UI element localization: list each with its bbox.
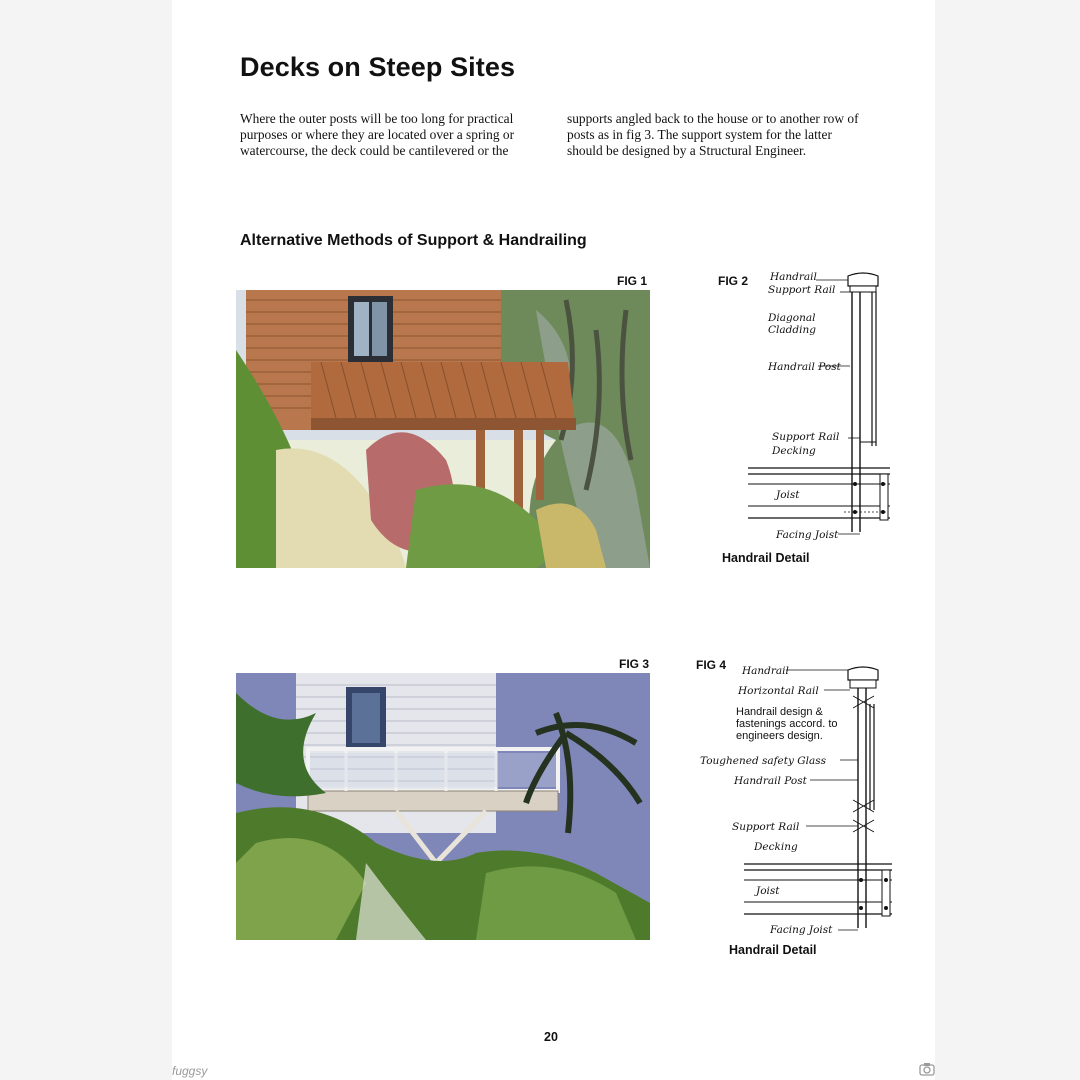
section-subheading: Alternative Methods of Support & Handrailing — [240, 232, 587, 249]
fig4-label-facing-joist: Facing Joist — [770, 924, 833, 936]
fig1-label: FIG 1 — [617, 274, 648, 288]
camera-icon — [919, 1061, 935, 1077]
intro-column-1: Where the outer posts will be too long for practical purposes or where they are located over a spring or watercourse, the deck could be cantilevered or the — [240, 111, 515, 158]
fig2-label: FIG 2 — [718, 274, 749, 288]
fig2-label-support-rail: Support Rail — [772, 431, 840, 443]
fig4-note-line-3: engineers design. — [736, 730, 823, 742]
fig2-label-support-rail-top: Support Rail — [768, 284, 836, 296]
fig2-label-diagonal: Diagonal — [768, 312, 816, 324]
page-title: Decks on Steep Sites — [240, 52, 516, 82]
fig4-label: FIG 4 — [696, 658, 727, 672]
watermark-text: fuggsy — [172, 1064, 208, 1078]
fig4-label-joist: Joist — [756, 885, 780, 897]
fig2-label-cladding: Cladding — [768, 324, 816, 336]
fig2-label-facing-joist: Facing Joist — [776, 529, 839, 541]
fig2-label-joist: Joist — [776, 489, 800, 501]
fig4-label-horizontal-rail: Horizontal Rail — [738, 685, 819, 697]
page-number: 20 — [544, 1030, 558, 1044]
fig3-illustration-braced-deck — [236, 673, 650, 940]
fig4-label-handrail: Handrail — [742, 665, 789, 677]
fig2-caption: Handrail Detail — [722, 551, 810, 565]
fig4-note-line-1: Handrail design & — [736, 706, 823, 718]
fig4-caption: Handrail Detail — [729, 943, 817, 957]
fig4-label-handrail-post: Handrail Post — [734, 775, 807, 787]
fig4-label-decking: Decking — [754, 841, 798, 853]
intro-column-2: supports angled back to the house or to another row of posts as in fig 3. The support system for the latter should be designed by a Structural Engineer. — [567, 111, 859, 158]
fig3-label: FIG 3 — [619, 657, 650, 671]
fig4-label-glass: Toughened safety Glass — [700, 755, 827, 767]
fig2-label-decking: Decking — [772, 445, 816, 457]
fig2-label-handrail-post: Handrail Post — [768, 361, 841, 373]
fig4-label-support-rail: Support Rail — [732, 821, 800, 833]
fig4-note-line-2: fastenings accord. to — [736, 718, 838, 730]
fig2-label-handrail: Handrail — [770, 271, 817, 283]
fig4-handrail-detail-diagram — [698, 660, 898, 940]
fig2-handrail-detail-diagram — [740, 266, 900, 546]
fig1-illustration-cantilevered-deck — [236, 290, 650, 568]
